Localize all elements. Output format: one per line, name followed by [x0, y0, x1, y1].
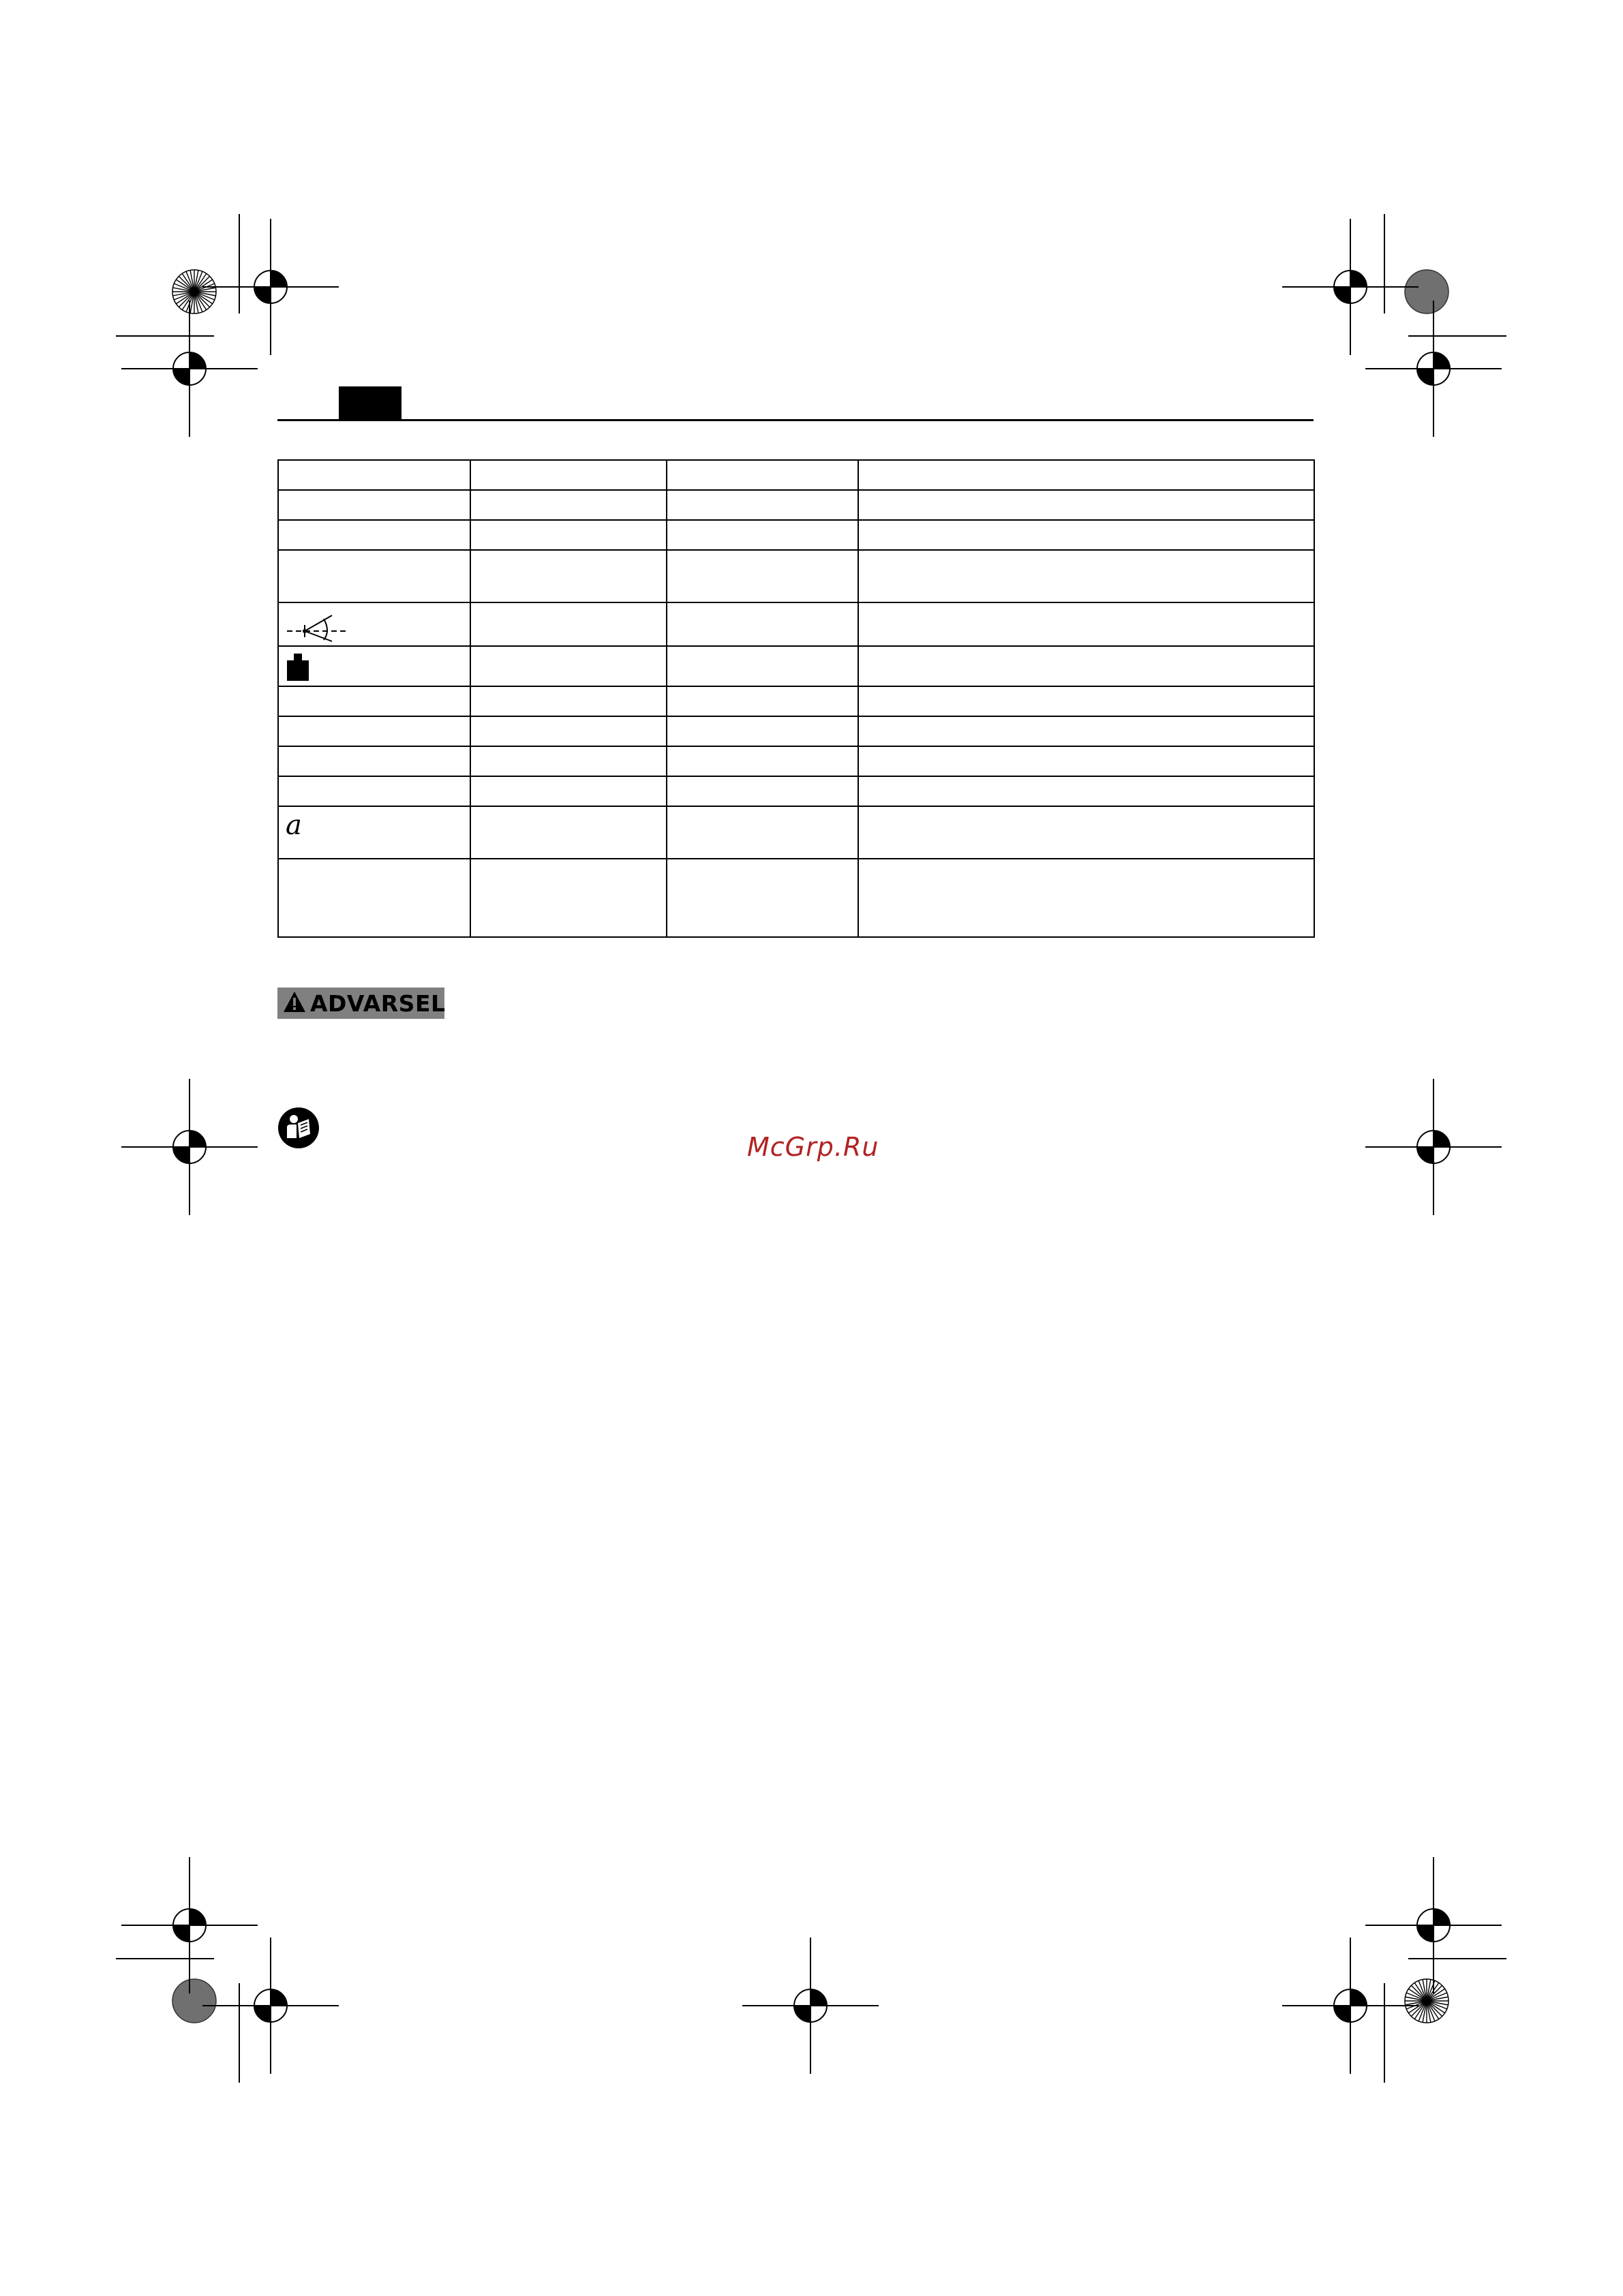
spec-table — [277, 459, 1315, 938]
watermark: McGrp.Ru — [747, 1132, 879, 1162]
table-cell — [667, 686, 858, 716]
table-cell — [858, 806, 1314, 859]
table-cell — [858, 490, 1314, 520]
table-cell — [470, 490, 667, 520]
table-row — [278, 490, 1314, 520]
warning-triangle-icon — [283, 991, 306, 1015]
table-cell — [858, 550, 1314, 602]
registration-mark-icon — [1365, 1079, 1502, 1215]
weight-icon — [286, 652, 310, 685]
table-cell — [278, 460, 470, 490]
table-cell — [667, 746, 858, 776]
table-cell — [858, 646, 1314, 686]
table-cell — [470, 460, 667, 490]
registration-mark-icon — [121, 1079, 258, 1215]
table-cell — [667, 859, 858, 937]
table-row — [278, 602, 1314, 646]
registration-mark-icon — [121, 301, 258, 437]
warning-label — [277, 988, 444, 1019]
angle-diagram-icon — [286, 609, 348, 645]
table-cell — [470, 646, 667, 686]
table-cell-icon — [278, 602, 470, 646]
table-cell — [858, 716, 1314, 746]
table-cell — [278, 776, 470, 806]
table-row — [278, 859, 1314, 937]
table-cell — [278, 686, 470, 716]
table-cell — [470, 716, 667, 746]
table-cell — [278, 859, 470, 937]
registration-mark-icon — [742, 1938, 879, 2074]
table-row — [278, 686, 1314, 716]
table-cell — [470, 686, 667, 716]
table-cell — [858, 776, 1314, 806]
registration-mark-icon — [202, 1938, 339, 2074]
table-row — [278, 646, 1314, 686]
table-cell — [470, 520, 667, 550]
table-cell — [858, 746, 1314, 776]
table-cell — [667, 602, 858, 646]
table-cell — [470, 550, 667, 602]
table-cell — [470, 776, 667, 806]
table-cell — [667, 460, 858, 490]
table-row — [278, 520, 1314, 550]
table-row — [278, 460, 1314, 490]
table-cell — [278, 520, 470, 550]
table-cell — [667, 490, 858, 520]
table-cell — [858, 520, 1314, 550]
table-cell — [858, 602, 1314, 646]
table-row — [278, 776, 1314, 806]
registration-mark-icon — [1282, 1938, 1419, 2074]
table-row — [278, 550, 1314, 602]
table-cell — [667, 520, 858, 550]
table-cell — [667, 716, 858, 746]
table-cell — [278, 746, 470, 776]
table-cell-icon — [278, 646, 470, 686]
table-cell — [278, 716, 470, 746]
registration-mark-icon — [1365, 301, 1502, 437]
table-cell — [470, 746, 667, 776]
table-cell — [278, 550, 470, 602]
table-cell — [470, 602, 667, 646]
table-cell — [667, 646, 858, 686]
table-row — [278, 746, 1314, 776]
table-cell — [858, 859, 1314, 937]
header-rule — [277, 419, 1314, 421]
table-cell-icon — [278, 806, 470, 859]
table-cell — [858, 460, 1314, 490]
section-tab — [339, 386, 401, 419]
read-manual-icon — [277, 1107, 320, 1152]
table-cell — [667, 550, 858, 602]
alpha-symbol: a — [286, 810, 302, 841]
warning-text: ADVARSEL — [310, 990, 446, 1017]
table-row — [278, 716, 1314, 746]
table-cell — [667, 806, 858, 859]
table-cell — [278, 490, 470, 520]
table-cell — [858, 686, 1314, 716]
table-row — [278, 806, 1314, 859]
table-cell — [470, 859, 667, 937]
table-cell — [667, 776, 858, 806]
table-cell — [470, 806, 667, 859]
